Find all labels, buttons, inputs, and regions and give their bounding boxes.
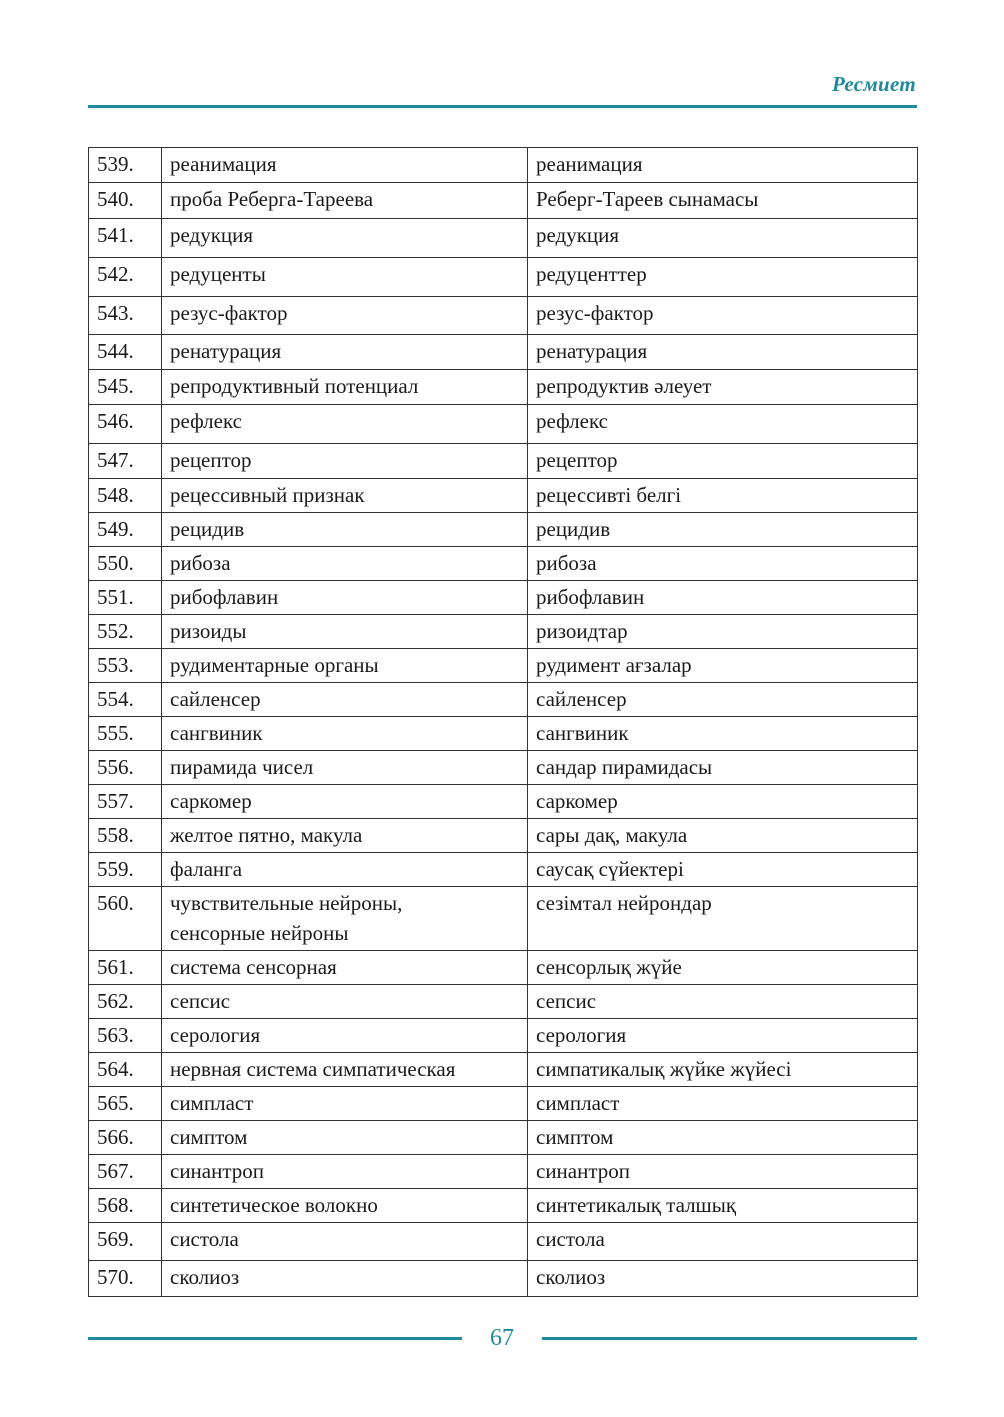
table-row xyxy=(89,951,918,985)
table-row xyxy=(89,853,918,887)
table-row xyxy=(89,615,918,649)
table-row xyxy=(89,513,918,547)
term-russian: систола xyxy=(162,1223,528,1261)
table-row xyxy=(89,683,918,717)
table-row xyxy=(89,258,918,297)
table-row xyxy=(89,1261,918,1297)
term-number: 559. xyxy=(89,853,162,887)
term-kazakh: саусақ сүйектері xyxy=(528,853,918,887)
table-row xyxy=(89,819,918,853)
table-row xyxy=(89,1155,918,1189)
table-row xyxy=(89,444,918,479)
term-number: 540. xyxy=(89,183,162,219)
term-kazakh: синантроп xyxy=(528,1155,918,1189)
term-kazakh: сайленсер xyxy=(528,683,918,717)
table-row xyxy=(89,148,918,183)
term-russian: рецессивный признак xyxy=(162,479,528,513)
term-russian: рудиментарные органы xyxy=(162,649,528,683)
table-row xyxy=(89,335,918,370)
term-number: 549. xyxy=(89,513,162,547)
term-kazakh: репродуктив әлеует xyxy=(528,370,918,405)
term-russian: рефлекс xyxy=(162,405,528,444)
term-number: 570. xyxy=(89,1261,162,1297)
term-number: 552. xyxy=(89,615,162,649)
term-kazakh: сенсорлық жүйе xyxy=(528,951,918,985)
term-kazakh: рецессивті белгі xyxy=(528,479,918,513)
term-kazakh: рефлекс xyxy=(528,405,918,444)
term-russian: резус-фактор xyxy=(162,297,528,335)
term-kazakh: сары дақ, макула xyxy=(528,819,918,853)
term-number: 563. xyxy=(89,1019,162,1053)
term-russian: репродуктивный потенциал xyxy=(162,370,528,405)
running-header-title: Ресмиет xyxy=(832,72,916,96)
term-russian: рибофлавин xyxy=(162,581,528,615)
term-number: 539. xyxy=(89,148,162,183)
table-row xyxy=(89,547,918,581)
term-kazakh: рудимент ағзалар xyxy=(528,649,918,683)
table-row xyxy=(89,370,918,405)
term-number: 548. xyxy=(89,479,162,513)
term-number: 558. xyxy=(89,819,162,853)
table-row xyxy=(89,183,918,219)
term-russian: симптом xyxy=(162,1121,528,1155)
term-kazakh: симптом xyxy=(528,1121,918,1155)
term-russian: симпласт xyxy=(162,1087,528,1121)
term-kazakh: рецидив xyxy=(528,513,918,547)
term-kazakh: редуценттер xyxy=(528,258,918,297)
term-kazakh: симпатикалық жүйке жүйесі xyxy=(528,1053,918,1087)
term-russian: саркомер xyxy=(162,785,528,819)
term-kazakh: редукция xyxy=(528,219,918,258)
term-russian: желтое пятно, макула xyxy=(162,819,528,853)
term-kazakh: рецептор xyxy=(528,444,918,479)
table-row xyxy=(89,581,918,615)
term-kazakh: ренатурация xyxy=(528,335,918,370)
term-russian: реанимация xyxy=(162,148,528,183)
table-row xyxy=(89,785,918,819)
term-kazakh: систола xyxy=(528,1223,918,1261)
term-kazakh: сколиоз xyxy=(528,1261,918,1297)
term-kazakh: резус-фактор xyxy=(528,297,918,335)
term-number: 565. xyxy=(89,1087,162,1121)
term-number: 551. xyxy=(89,581,162,615)
table-row xyxy=(89,1189,918,1223)
term-number: 547. xyxy=(89,444,162,479)
term-number: 557. xyxy=(89,785,162,819)
term-number: 550. xyxy=(89,547,162,581)
term-kazakh: саркомер xyxy=(528,785,918,819)
term-russian: сангвиник xyxy=(162,717,528,751)
term-kazakh: рибофлавин xyxy=(528,581,918,615)
term-kazakh: реанимация xyxy=(528,148,918,183)
table-row xyxy=(89,985,918,1019)
term-number: 564. xyxy=(89,1053,162,1087)
glossary-table xyxy=(88,147,918,1297)
term-kazakh: симпласт xyxy=(528,1087,918,1121)
term-russian: синантроп xyxy=(162,1155,528,1189)
table-row xyxy=(89,219,918,258)
term-russian: синтетическое волокно xyxy=(162,1189,528,1223)
table-row xyxy=(89,717,918,751)
term-kazakh: сепсис xyxy=(528,985,918,1019)
glossary-table-body xyxy=(89,148,918,1297)
term-number: 561. xyxy=(89,951,162,985)
term-number: 567. xyxy=(89,1155,162,1189)
term-number: 541. xyxy=(89,219,162,258)
term-russian-line: сенсорные нейроны xyxy=(170,921,349,945)
footer-divider-left xyxy=(88,1337,462,1340)
term-russian: пирамида чисел xyxy=(162,751,528,785)
table-row xyxy=(89,1121,918,1155)
term-number: 569. xyxy=(89,1223,162,1261)
table-row xyxy=(89,405,918,444)
term-russian: фаланга xyxy=(162,853,528,887)
term-russian-line: чувствительные нейроны, xyxy=(170,891,403,915)
term-russian: проба Реберга-Тареева xyxy=(162,183,528,219)
table-row xyxy=(89,1053,918,1087)
table-row xyxy=(89,751,918,785)
term-russian: сколиоз xyxy=(162,1261,528,1297)
header-divider xyxy=(88,105,917,108)
term-russian: редуценты xyxy=(162,258,528,297)
term-number: 542. xyxy=(89,258,162,297)
term-number: 544. xyxy=(89,335,162,370)
term-russian: ренатурация xyxy=(162,335,528,370)
table-row xyxy=(89,887,918,951)
table-row xyxy=(89,1019,918,1053)
term-russian: рецидив xyxy=(162,513,528,547)
table-row xyxy=(89,1087,918,1121)
term-number: 556. xyxy=(89,751,162,785)
term-number: 553. xyxy=(89,649,162,683)
term-russian: серология xyxy=(162,1019,528,1053)
term-number: 555. xyxy=(89,717,162,751)
term-russian: сепсис xyxy=(162,985,528,1019)
term-number: 554. xyxy=(89,683,162,717)
term-number: 568. xyxy=(89,1189,162,1223)
term-russian: ризоиды xyxy=(162,615,528,649)
table-row xyxy=(89,649,918,683)
term-kazakh: сандар пирамидасы xyxy=(528,751,918,785)
term-russian xyxy=(162,887,528,951)
term-russian: рибоза xyxy=(162,547,528,581)
term-kazakh: серология xyxy=(528,1019,918,1053)
term-russian: сайленсер xyxy=(162,683,528,717)
term-kazakh: сезімтал нейрондар xyxy=(528,887,918,951)
page-number: 67 xyxy=(490,1325,514,1351)
term-number: 543. xyxy=(89,297,162,335)
term-number: 545. xyxy=(89,370,162,405)
term-kazakh: синтетикалық талшық xyxy=(528,1189,918,1223)
term-number: 566. xyxy=(89,1121,162,1155)
term-number: 546. xyxy=(89,405,162,444)
term-russian: рецептор xyxy=(162,444,528,479)
term-russian: редукция xyxy=(162,219,528,258)
term-kazakh: рибоза xyxy=(528,547,918,581)
table-row xyxy=(89,479,918,513)
term-russian: система сенсорная xyxy=(162,951,528,985)
term-number: 560. xyxy=(89,887,162,951)
footer-divider-right xyxy=(542,1337,917,1340)
table-row xyxy=(89,297,918,335)
term-number: 562. xyxy=(89,985,162,1019)
term-russian: нервная система симпатическая xyxy=(162,1053,528,1087)
term-kazakh: ризоидтар xyxy=(528,615,918,649)
table-row xyxy=(89,1223,918,1261)
term-kazakh: сангвиник xyxy=(528,717,918,751)
term-kazakh: Реберг-Тареев сынамасы xyxy=(528,183,918,219)
